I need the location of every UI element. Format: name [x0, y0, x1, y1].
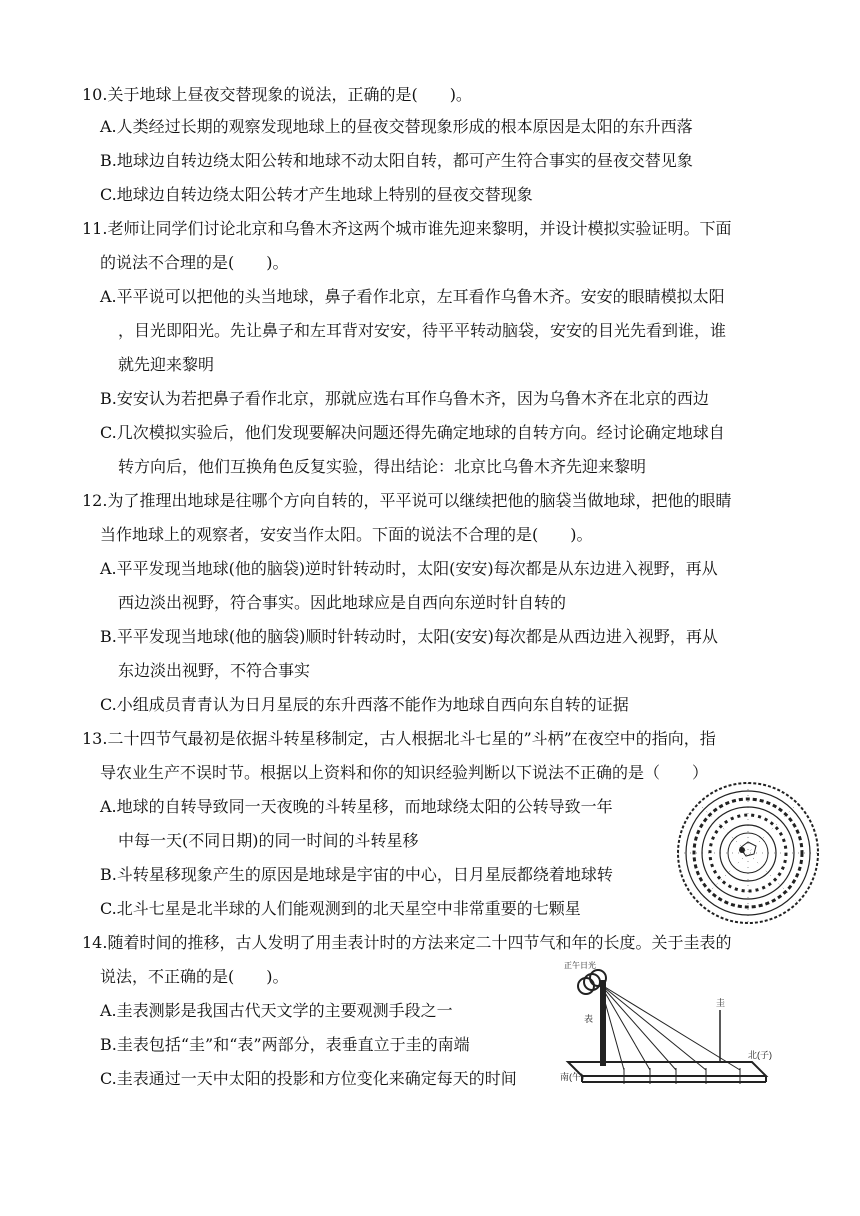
- q14-option-b: B.圭表包括“圭”和“表”两部分，表垂直立于圭的南端: [100, 1035, 470, 1054]
- q13-option-b: B.斗转星移现象产生的原因是地球是宇宙的中心，日月星辰都绕着地球转: [100, 865, 613, 884]
- q13-option-a-cont: 中每一天(不同日期)的同一时间的斗转星移: [118, 831, 419, 850]
- gnomon-south-label: 南(午): [560, 1072, 584, 1082]
- q12-option-b-cont: 东边淡出视野，不符合事实: [118, 661, 311, 680]
- q10-option-c: C.地球边自转边绕太阳公转才产生地球上特别的昼夜交替现象: [100, 185, 533, 204]
- q10-option-b: B.地球边自转边绕太阳公转和地球不动太阳自转，都可产生符合事实的昼夜交替见象: [100, 151, 693, 170]
- q13-option-a: A.地球的自转导致同一天夜晚的斗转星移，而地球绕太阳的公转导致一年: [100, 797, 613, 816]
- q13-stem-cont: 导农业生产不误时节。根据以上资料和你的知识经验判断以下说法不正确的是（ ）: [100, 763, 709, 782]
- gnomon-title-label: 正午日光: [564, 961, 596, 970]
- q11-option-c: C.几次模拟实验后，他们发现要解决问题还得先确定地球的自转方向。经讨论确定地球自: [100, 423, 725, 442]
- q10-option-a: A.人类经过长期的观察发现地球上的昼夜交替现象形成的根本原因是太阳的东升西落: [100, 117, 693, 136]
- gnomon-diagram: [560, 958, 780, 1106]
- q10-stem: 10.关于地球上昼夜交替现象的说法，正确的是( )。: [82, 85, 472, 104]
- q11-option-a: A.平平说可以把他的头当地球，鼻子看作北京，左耳看作乌鲁木齐。安安的眼睛模拟太阳: [100, 287, 725, 306]
- q11-option-c-cont: 转方向后，他们互换角色反复实验，得出结论：北京比乌鲁木齐先迎来黎明: [118, 457, 647, 476]
- q12-option-a-cont: 西边淡出视野，符合事实。因此地球应是自西向东逆时针自转的: [118, 593, 567, 612]
- q14-option-a: A.圭表测影是我国古代天文学的主要观测手段之一: [100, 1001, 453, 1020]
- star-wheel-image: [670, 780, 826, 926]
- q12-stem-cont: 当作地球上的观察者，安安当作太阳。下面的说法不合理的是( )。: [100, 525, 593, 544]
- q11-option-a-cont2: 就先迎来黎明: [118, 355, 215, 374]
- q12-stem: 12.为了推理出地球是往哪个方向自转的，平平说可以继续把他的脑袋当做地球，把他的眼睛: [82, 491, 732, 510]
- q14-stem: 14.随着时间的推移，古人发明了用圭表计时的方法来定二十四节气和年的长度。关于圭表的: [82, 933, 732, 952]
- gnomon-biao-label: 表: [584, 1014, 594, 1024]
- q13-option-c: C.北斗七星是北半球的人们能观测到的北天星空中非常重要的七颗星: [100, 899, 581, 918]
- q12-option-b: B.平平发现当地球(他的脑袋)顺时针转动时，太阳(安安)每次都是从西边进入视野，再从: [100, 627, 718, 646]
- star-wheel-figure: [670, 780, 826, 926]
- q11-option-a-cont: ，目光即阳光。先让鼻子和左耳背对安安，待平平转动脑袋，安安的目光先看到谁，谁: [118, 321, 727, 340]
- q11-option-b: B.安安认为若把鼻子看作北京，那就应选右耳作乌鲁木齐，因为乌鲁木齐在北京的西边: [100, 389, 709, 408]
- q13-stem: 13.二十四节气最初是依据斗转星移制定，古人根据北斗七星的”斗柄”在夜空中的指向，指: [82, 729, 716, 748]
- gnomon-figure: [560, 958, 780, 1106]
- gnomon-gui-label: 圭: [716, 998, 726, 1008]
- q14-option-c: C.圭表通过一天中太阳的投影和方位变化来确定每天的时间: [100, 1069, 517, 1088]
- q14-stem-cont: 说法，不正确的是( )。: [100, 967, 289, 986]
- q12-option-c: C.小组成员青青认为日月星辰的东升西落不能作为地球自西向东自转的证据: [100, 695, 629, 714]
- q11-stem-cont: 的说法不合理的是( )。: [100, 253, 289, 272]
- q11-stem: 11.老师让同学们讨论北京和乌鲁木齐这两个城市谁先迎来黎明，并设计模拟实验证明。下面: [82, 219, 732, 238]
- gnomon-north-label: 北(子): [748, 1050, 772, 1060]
- q12-option-a: A.平平发现当地球(他的脑袋)逆时针转动时，太阳(安安)每次都是从东边进入视野，再从: [100, 559, 718, 578]
